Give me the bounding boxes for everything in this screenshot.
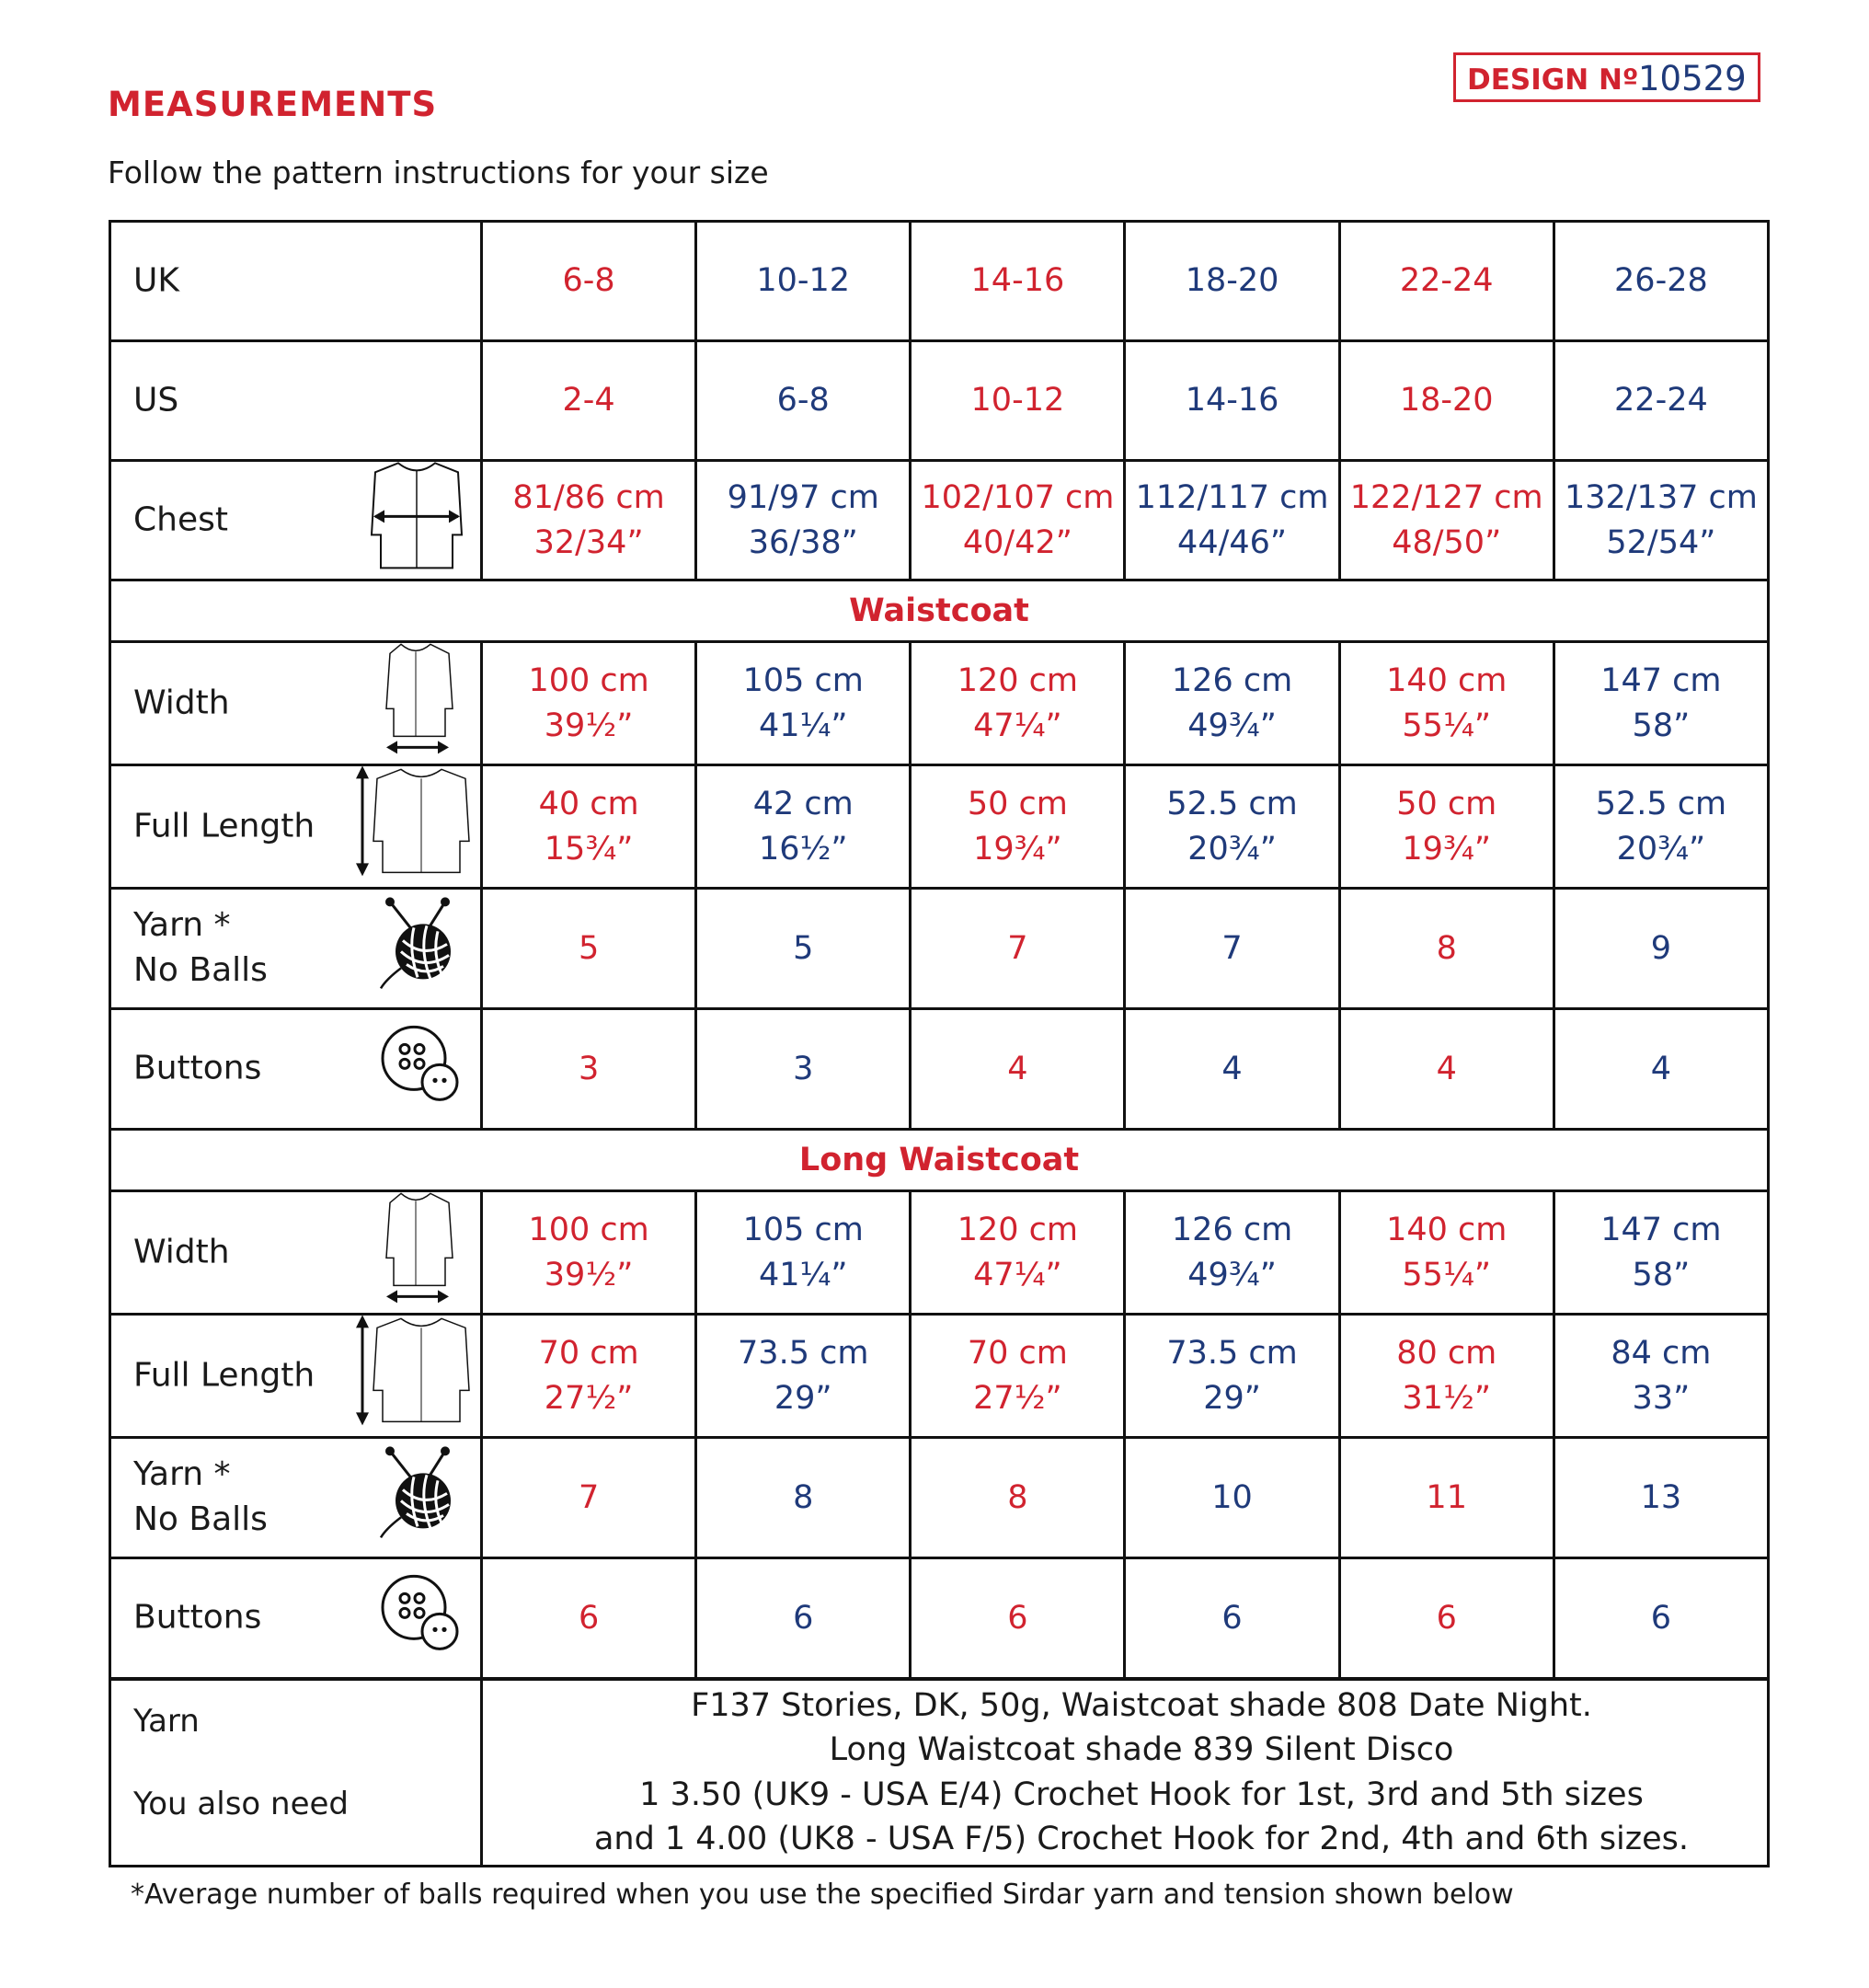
design-number: 10529 xyxy=(1638,59,1747,98)
us-size-cell: 6-8 xyxy=(696,341,911,461)
width-in: 47¼” xyxy=(973,1256,1062,1293)
buttons-cell: 4 xyxy=(1339,1009,1554,1130)
chest-cm: 122/127 cm xyxy=(1349,479,1543,517)
page-title: MEASUREMENTS xyxy=(108,85,438,124)
width-in: 41¼” xyxy=(758,1256,848,1293)
buttons-cell: 6 xyxy=(911,1558,1125,1679)
width-cell xyxy=(1125,642,1339,765)
width-in: 47¼” xyxy=(973,707,1062,744)
garment-length-icon xyxy=(353,764,473,890)
width-cell xyxy=(696,642,911,765)
long-waistcoat-yarn-row xyxy=(110,1438,1769,1558)
row-label-cell xyxy=(110,1558,482,1679)
width-in: 58” xyxy=(1632,707,1691,744)
yarn-ball-icon xyxy=(377,894,460,1002)
uk-label: UK xyxy=(133,261,179,300)
buttons-cell: 6 xyxy=(482,1558,696,1679)
notes-text-cell xyxy=(482,1679,1769,1867)
width-cm: 140 cm xyxy=(1386,1212,1508,1249)
us-size-row xyxy=(110,341,1769,461)
uk-size-cell: 26-28 xyxy=(1554,222,1768,341)
row-label-cell xyxy=(110,461,482,580)
button-icon xyxy=(379,1572,460,1663)
length-cell xyxy=(1339,1315,1554,1438)
buttons-cell: 6 xyxy=(1554,1558,1768,1679)
yarn-cell: 7 xyxy=(1125,889,1339,1009)
yarn-label xyxy=(133,1453,268,1543)
length-cm: 50 cm xyxy=(1396,786,1497,823)
length-in: 29” xyxy=(774,1379,832,1417)
length-cm: 52.5 cm xyxy=(1166,786,1298,823)
row-label-cell xyxy=(110,1009,482,1130)
us-size-cell: 2-4 xyxy=(482,341,696,461)
length-cell xyxy=(696,1315,911,1438)
chest-cm: 91/97 cm xyxy=(727,479,879,517)
waistcoat-width-row xyxy=(110,642,1769,765)
notes-line: Long Waistcoat shade 839 Silent Disco xyxy=(829,1731,1454,1769)
buttons-cell: 4 xyxy=(1554,1009,1768,1130)
uk-size-cell: 22-24 xyxy=(1339,222,1554,341)
length-label: Full Length xyxy=(133,1356,315,1395)
length-cell xyxy=(911,1315,1125,1438)
yarn-cell: 13 xyxy=(1554,1438,1768,1558)
row-label-cell xyxy=(110,1438,482,1558)
yarn-label-line1: Yarn * xyxy=(133,1455,231,1494)
row-label-cell xyxy=(110,341,482,461)
chest-cm: 81/86 cm xyxy=(512,479,665,517)
footnote: *Average number of balls required when you use the specified Sirdar yarn and tension shown below xyxy=(131,1879,1514,1911)
width-cell xyxy=(911,642,1125,765)
width-cm: 105 cm xyxy=(742,1212,864,1249)
row-label-cell xyxy=(110,1191,482,1315)
buttons-cell: 4 xyxy=(1125,1009,1339,1130)
length-cm: 84 cm xyxy=(1611,1335,1712,1373)
length-in: 29” xyxy=(1203,1379,1261,1417)
chest-cm: 132/137 cm xyxy=(1564,479,1758,517)
length-in: 19¾” xyxy=(973,830,1062,868)
measurements-table xyxy=(109,220,1770,1867)
uk-size-cell: 10-12 xyxy=(696,222,911,341)
width-cell xyxy=(482,1191,696,1315)
width-cm: 100 cm xyxy=(528,1212,649,1249)
buttons-cell: 4 xyxy=(911,1009,1125,1130)
us-label: US xyxy=(133,381,179,419)
chest-in: 36/38” xyxy=(748,523,858,561)
width-cell xyxy=(482,642,696,765)
length-cell xyxy=(1554,765,1768,889)
chest-in: 48/50” xyxy=(1392,523,1502,561)
width-cm: 120 cm xyxy=(957,662,1079,700)
length-cm: 73.5 cm xyxy=(738,1335,869,1373)
width-in: 55¼” xyxy=(1402,707,1491,744)
garment-length-icon xyxy=(353,1313,473,1439)
us-size-cell: 14-16 xyxy=(1125,341,1339,461)
width-in: 58” xyxy=(1632,1256,1691,1293)
yarn-label-line2: No Balls xyxy=(133,951,268,989)
yarn-label-line2: No Balls xyxy=(133,1500,268,1538)
chest-cell xyxy=(1339,461,1554,580)
length-in: 31½” xyxy=(1402,1379,1491,1417)
width-in: 41¼” xyxy=(758,707,848,744)
yarn-cell: 5 xyxy=(696,889,911,1009)
chest-in: 44/46” xyxy=(1177,523,1288,561)
width-cm: 105 cm xyxy=(742,662,864,700)
buttons-cell: 6 xyxy=(696,1558,911,1679)
yarn-cell: 8 xyxy=(696,1438,911,1558)
length-cm: 70 cm xyxy=(967,1335,1068,1373)
us-size-cell: 22-24 xyxy=(1554,341,1768,461)
buttons-label: Buttons xyxy=(133,1049,262,1087)
width-cell xyxy=(1554,1191,1768,1315)
length-in: 27½” xyxy=(544,1379,634,1417)
width-cm: 120 cm xyxy=(957,1212,1079,1249)
width-in: 49¾” xyxy=(1187,1256,1277,1293)
length-cm: 42 cm xyxy=(752,786,854,823)
uk-size-cell: 14-16 xyxy=(911,222,1125,341)
width-cell xyxy=(696,1191,911,1315)
buttons-cell: 3 xyxy=(482,1009,696,1130)
yarn-label xyxy=(133,903,268,994)
chest-cm: 112/117 cm xyxy=(1135,479,1329,517)
row-label-cell xyxy=(110,222,482,341)
length-in: 15¾” xyxy=(544,830,634,868)
long-waistcoat-heading: Long Waistcoat xyxy=(110,1130,1769,1191)
width-in: 39½” xyxy=(544,1256,634,1293)
us-size-cell: 18-20 xyxy=(1339,341,1554,461)
buttons-label: Buttons xyxy=(133,1598,262,1637)
us-size-cell: 10-12 xyxy=(911,341,1125,461)
chest-cm: 102/107 cm xyxy=(921,479,1115,517)
length-cell xyxy=(1554,1315,1768,1438)
length-cm: 70 cm xyxy=(538,1335,639,1373)
width-cm: 147 cm xyxy=(1600,662,1722,700)
yarn-cell: 8 xyxy=(911,1438,1125,1558)
notes-line: 1 3.50 (UK9 - USA E/4) Crochet Hook for 1st, 3rd and 5th sizes xyxy=(639,1775,1644,1813)
yarn-cell: 10 xyxy=(1125,1438,1339,1558)
waistcoat-yarn-row xyxy=(110,889,1769,1009)
length-cell xyxy=(482,1315,696,1438)
width-cm: 147 cm xyxy=(1600,1212,1722,1249)
width-cell xyxy=(1125,1191,1339,1315)
width-cell xyxy=(911,1191,1125,1315)
uk-size-cell: 6-8 xyxy=(482,222,696,341)
yarn-ball-icon xyxy=(377,1443,460,1551)
long-waistcoat-width-row xyxy=(110,1191,1769,1315)
garment-chest-icon xyxy=(368,457,465,583)
row-label-cell xyxy=(110,642,482,765)
chest-cell xyxy=(1554,461,1768,580)
uk-size-cell: 18-20 xyxy=(1125,222,1339,341)
long-waistcoat-section-row xyxy=(110,1130,1769,1191)
waistcoat-length-row xyxy=(110,765,1769,889)
length-cell xyxy=(482,765,696,889)
row-label-cell xyxy=(110,889,482,1009)
length-cm: 50 cm xyxy=(967,786,1068,823)
yarn-cell: 11 xyxy=(1339,1438,1554,1558)
width-cm: 126 cm xyxy=(1171,1212,1293,1249)
width-in: 49¾” xyxy=(1187,707,1277,744)
buttons-cell: 6 xyxy=(1339,1558,1554,1679)
chest-label: Chest xyxy=(133,500,228,539)
yarn-label-line1: Yarn * xyxy=(133,906,231,945)
yarn-cell: 8 xyxy=(1339,889,1554,1009)
length-cell xyxy=(1125,765,1339,889)
notes-line: and 1 4.00 (UK8 - USA F/5) Crochet Hook for 2nd, 4th and 6th sizes. xyxy=(593,1821,1690,1858)
chest-cell xyxy=(696,461,911,580)
width-in: 55¼” xyxy=(1402,1256,1491,1293)
yarn-cell: 9 xyxy=(1554,889,1768,1009)
chest-in: 40/42” xyxy=(962,523,1072,561)
width-label: Width xyxy=(133,684,230,722)
length-label: Full Length xyxy=(133,807,315,845)
width-in: 39½” xyxy=(544,707,634,744)
length-in: 27½” xyxy=(973,1379,1062,1417)
buttons-cell: 3 xyxy=(696,1009,911,1130)
notes-line: F137 Stories, DK, 50g, Waistcoat shade 808 Date Night. xyxy=(691,1687,1592,1725)
length-cm: 80 cm xyxy=(1396,1335,1497,1373)
waistcoat-buttons-row xyxy=(110,1009,1769,1130)
waistcoat-heading: Waistcoat xyxy=(110,580,1769,642)
width-cell xyxy=(1339,1191,1554,1315)
width-cm: 100 cm xyxy=(528,662,649,700)
subtitle: Follow the pattern instructions for your size xyxy=(108,155,769,190)
yarn-cell: 7 xyxy=(911,889,1125,1009)
also-need-label: You also need xyxy=(133,1785,349,1822)
length-cell xyxy=(1339,765,1554,889)
chest-row xyxy=(110,461,1769,580)
chest-in: 52/54” xyxy=(1606,523,1716,561)
length-cm: 73.5 cm xyxy=(1166,1335,1298,1373)
design-label: DESIGN Nº xyxy=(1467,63,1639,97)
chest-cell xyxy=(482,461,696,580)
length-in: 16½” xyxy=(758,830,848,868)
long-waistcoat-buttons-row xyxy=(110,1558,1769,1679)
notes-row xyxy=(110,1679,1769,1867)
yarn-cell: 5 xyxy=(482,889,696,1009)
length-in: 20¾” xyxy=(1187,830,1277,868)
design-number-box xyxy=(1453,52,1760,102)
long-waistcoat-length-row xyxy=(110,1315,1769,1438)
width-cell xyxy=(1554,642,1768,765)
length-cell xyxy=(911,765,1125,889)
row-label-cell xyxy=(110,1315,482,1438)
length-in: 33” xyxy=(1632,1379,1691,1417)
row-label-cell xyxy=(110,765,482,889)
yarn-notes-label: Yarn xyxy=(133,1702,200,1740)
chest-in: 32/34” xyxy=(533,523,644,561)
length-cm: 40 cm xyxy=(538,786,639,823)
waistcoat-section-row xyxy=(110,580,1769,642)
button-icon xyxy=(379,1023,460,1114)
uk-size-row xyxy=(110,222,1769,341)
buttons-cell: 6 xyxy=(1125,1558,1339,1679)
notes-label-cell xyxy=(110,1679,482,1867)
garment-width-icon xyxy=(373,1189,465,1316)
width-cell xyxy=(1339,642,1554,765)
length-cell xyxy=(696,765,911,889)
chest-cell xyxy=(1125,461,1339,580)
length-cell xyxy=(1125,1315,1339,1438)
yarn-cell: 7 xyxy=(482,1438,696,1558)
width-cm: 140 cm xyxy=(1386,662,1508,700)
length-cm: 52.5 cm xyxy=(1595,786,1727,823)
width-label: Width xyxy=(133,1233,230,1271)
garment-width-icon xyxy=(373,640,465,766)
width-cm: 126 cm xyxy=(1171,662,1293,700)
chest-cell xyxy=(911,461,1125,580)
length-in: 19¾” xyxy=(1402,830,1491,868)
notes-labels xyxy=(133,1699,349,1826)
length-in: 20¾” xyxy=(1616,830,1706,868)
